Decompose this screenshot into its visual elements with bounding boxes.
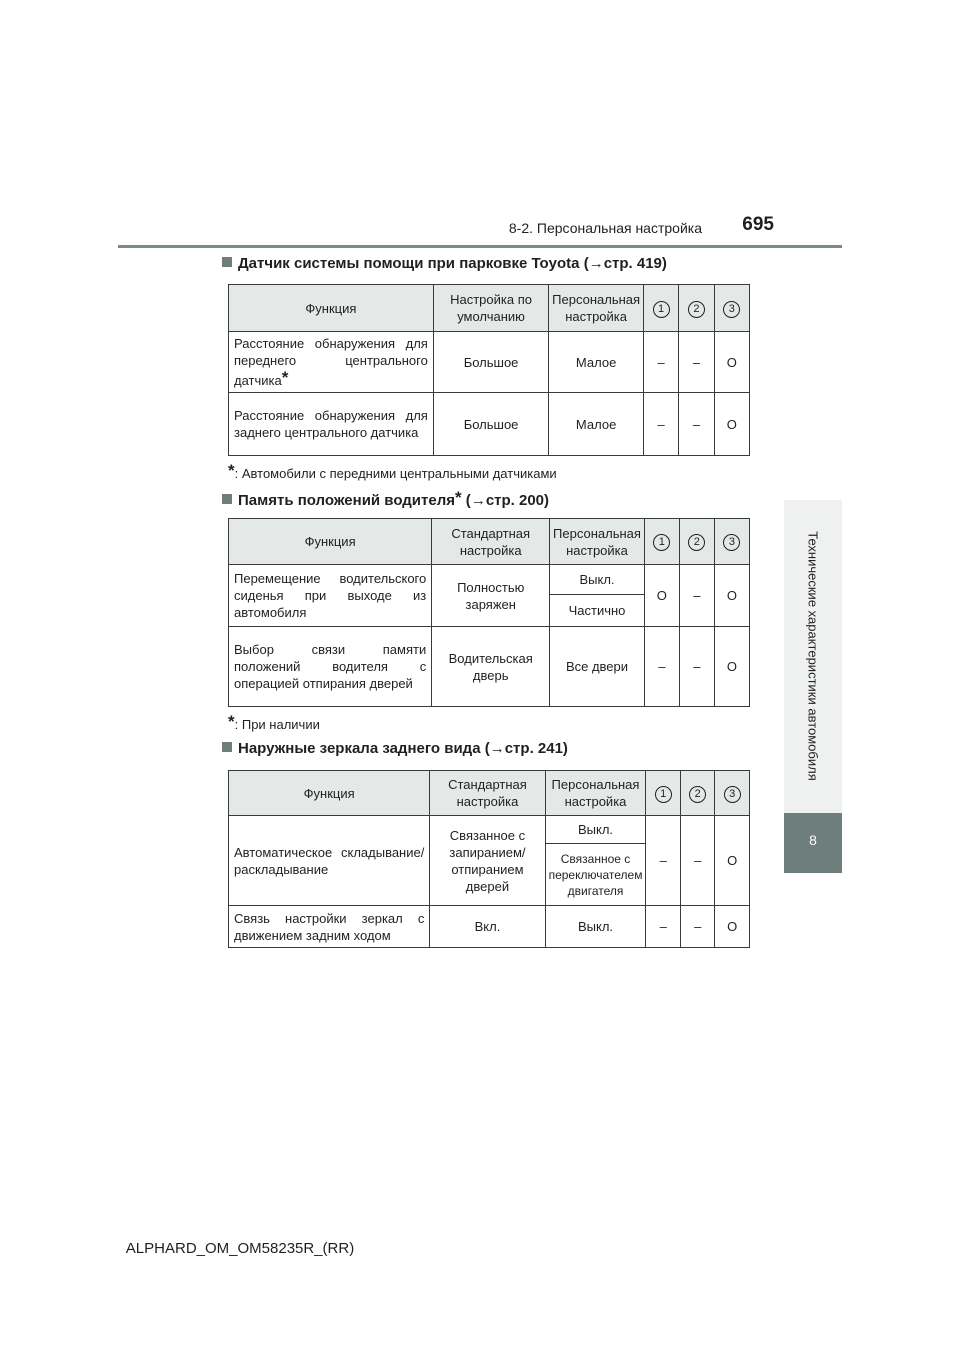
method-3-cell: O — [714, 393, 749, 456]
col-header-custom: Персональная настройка — [550, 519, 645, 565]
col-header-default: Стандартная настройка — [430, 771, 545, 816]
table-row — [229, 565, 750, 595]
section-heading-memory: Память положений водителя* (→стр. 200) — [222, 488, 549, 509]
custom-cell: Малое — [549, 393, 644, 456]
custom-cell: Частично — [550, 595, 645, 627]
col-header-default: Настройка по умолчанию — [433, 285, 548, 332]
col-header-function: Функция — [229, 771, 430, 816]
circled-2-icon: 2 — [689, 786, 706, 803]
chapter-number: 8 — [809, 832, 817, 848]
section-title: 8-2. Персональная настройка — [508, 220, 702, 236]
col-header-1 — [643, 285, 678, 332]
method-2-cell: – — [679, 565, 714, 627]
page-header — [118, 208, 842, 248]
document-id-footer: ALPHARD_OM_OM58235R_(RR) — [125, 1240, 355, 1257]
table-header-row — [229, 771, 750, 816]
circled-3-icon: 3 — [723, 534, 740, 551]
default-cell: Связанное с запиранием/отпиранием дверей — [430, 816, 545, 906]
method-1-cell: – — [643, 393, 678, 456]
custom-cell: Выкл. — [545, 816, 646, 844]
col-header-3 — [714, 519, 749, 565]
custom-cell: Все двери — [550, 627, 645, 707]
method-1-cell: – — [646, 816, 681, 906]
footnote: *: При наличии — [228, 712, 320, 732]
bullet-square-icon — [222, 257, 232, 267]
circled-3-icon: 3 — [724, 786, 741, 803]
default-cell: Водительская дверь — [432, 627, 550, 707]
default-cell: Большое — [433, 332, 548, 393]
function-cell: Выбор связи памяти положений водителя с операцией отпирания дверей — [229, 627, 432, 707]
mirrors-table — [228, 770, 750, 948]
col-header-1 — [644, 519, 679, 565]
col-header-2 — [680, 771, 715, 816]
method-2-cell: – — [679, 627, 714, 707]
default-cell: Вкл. — [430, 906, 545, 948]
memory-table — [228, 518, 750, 707]
table-row — [229, 393, 750, 456]
col-header-3 — [714, 285, 749, 332]
col-header-2 — [679, 285, 714, 332]
method-2-cell: – — [680, 906, 715, 948]
method-3-cell: O — [714, 565, 749, 627]
table-header-row — [229, 285, 750, 332]
footnote: *: Автомобили с передними центральными датчиками — [228, 461, 557, 481]
custom-cell: Связанное с переключателем двигателя — [545, 844, 646, 906]
table-header-row — [229, 519, 750, 565]
footnote-star: * — [281, 368, 289, 387]
custom-cell: Выкл. — [550, 565, 645, 595]
chapter-number-tab — [784, 813, 842, 873]
section-heading-mirrors: Наружные зеркала заднего вида (→стр. 241) — [222, 740, 568, 757]
custom-cell: Малое — [549, 332, 644, 393]
method-2-cell: – — [679, 332, 714, 393]
col-header-2 — [679, 519, 714, 565]
method-3-cell: O — [715, 816, 750, 906]
section-heading-parking-sensor: Датчик системы помощи при парковке Toyota (→стр. 419) — [222, 255, 667, 272]
circled-2-icon: 2 — [688, 534, 705, 551]
default-cell: Полностью заряжен — [432, 565, 550, 627]
col-header-3 — [715, 771, 750, 816]
table-row — [229, 332, 750, 393]
function-cell: Автоматическое складывание/раскладывание — [229, 816, 430, 906]
method-1-cell: – — [646, 906, 681, 948]
parking-sensor-table — [228, 284, 750, 456]
col-header-1 — [646, 771, 681, 816]
col-header-default: Стандартная настройка — [432, 519, 550, 565]
function-cell: Связь настройки зеркал с движением задним ходом — [229, 906, 430, 948]
method-2-cell: – — [679, 393, 714, 456]
method-1-cell: – — [643, 332, 678, 393]
method-3-cell: O — [714, 332, 749, 393]
table-row — [229, 627, 750, 707]
col-header-function: Функция — [229, 519, 432, 565]
method-3-cell: O — [715, 906, 750, 948]
circled-2-icon: 2 — [688, 301, 705, 318]
page-number: 695 — [742, 214, 774, 235]
default-cell: Большое — [433, 393, 548, 456]
table-row — [229, 906, 750, 948]
method-3-cell: O — [714, 627, 749, 707]
function-cell: Расстояние обнаружения для заднего центрального датчика — [229, 393, 434, 456]
col-header-custom: Персональная настройка — [545, 771, 646, 816]
bullet-square-icon — [222, 494, 232, 504]
header-rule — [118, 245, 842, 248]
col-header-custom: Персональная настройка — [549, 285, 644, 332]
method-2-cell: – — [680, 816, 715, 906]
function-cell: Перемещение водительского сиденья при выходе из автомобиля — [229, 565, 432, 627]
circled-1-icon: 1 — [653, 534, 670, 551]
circled-3-icon: 3 — [723, 301, 740, 318]
table-row — [229, 816, 750, 844]
chapter-tab-label: Технические характеристики автомобиля — [805, 531, 821, 781]
circled-1-icon: 1 — [653, 301, 670, 318]
method-1-cell: O — [644, 565, 679, 627]
custom-cell: Выкл. — [545, 906, 646, 948]
function-cell: Расстояние обнаружения для переднего центрального датчика* — [229, 332, 434, 393]
method-1-cell: – — [644, 627, 679, 707]
bullet-square-icon — [222, 742, 232, 752]
col-header-function: Функция — [229, 285, 434, 332]
circled-1-icon: 1 — [655, 786, 672, 803]
